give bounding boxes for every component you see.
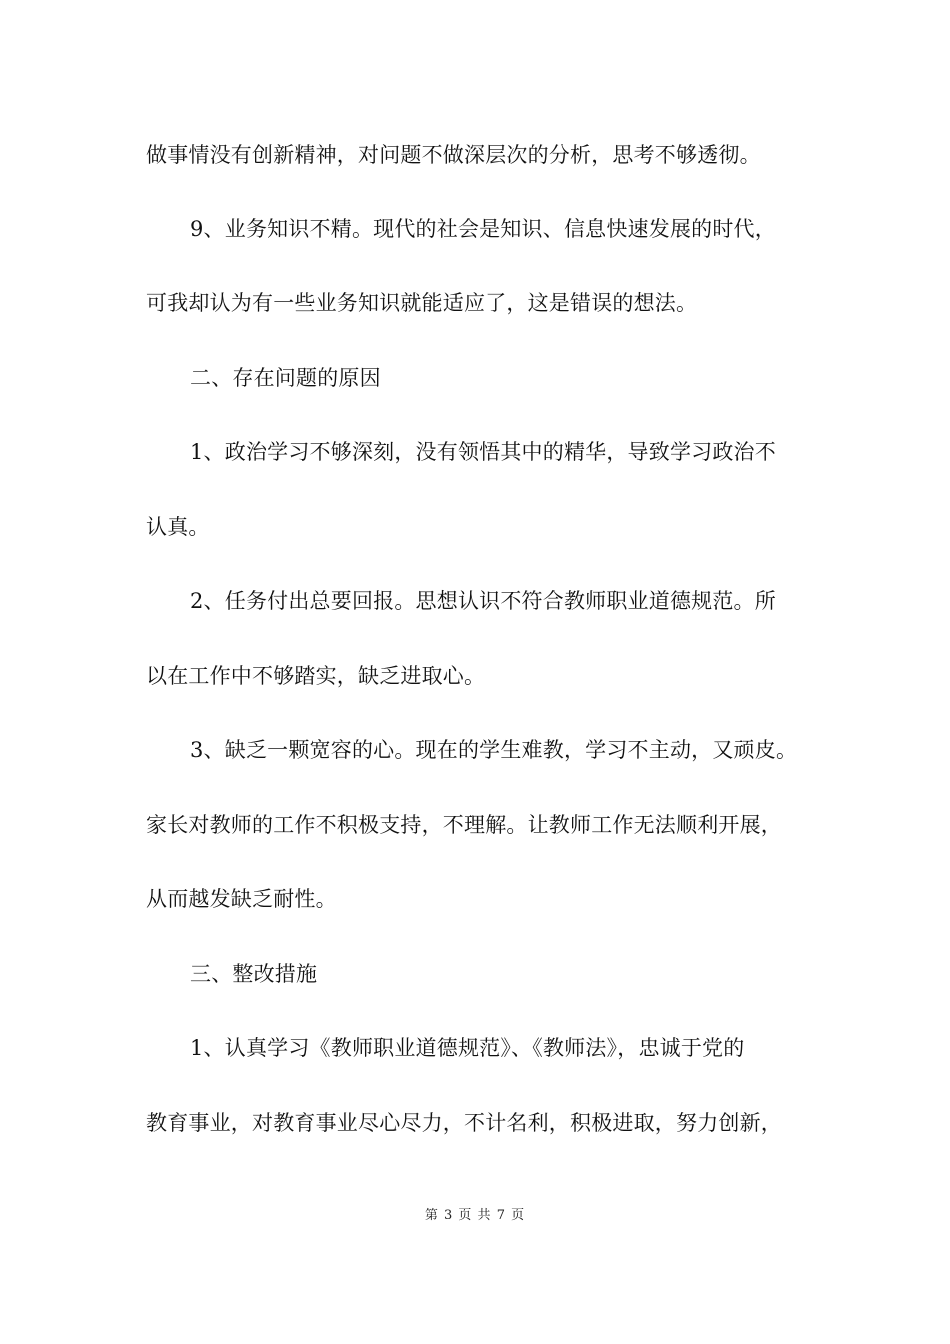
cause-1-line-1: 1、政治学习不够深刻，没有领悟其中的精华，导致学习政治不 [190, 440, 776, 464]
cause-1-line-2: 认真。 [146, 515, 210, 539]
measure-1-line-2: 教育事业，对教育事业尽心尽力，不计名利，积极进取，努力创新， [146, 1111, 782, 1135]
cause-2-line-2: 以在工作中不够踏实，缺乏进取心。 [146, 664, 486, 688]
cause-3-line-1: 3、缺乏一颗宽容的心。现在的学生难教，学习不主动，又顽皮。 [190, 738, 798, 762]
cause-2-line-1: 2、任务付出总要回报。思想认识不符合教师职业道德规范。所 [190, 589, 776, 613]
body-text-line: 做事情没有创新精神，对问题不做深层次的分析，思考不够透彻。 [146, 143, 761, 167]
paragraph-9-line-2: 可我却认为有一些业务知识就能适应了，这是错误的想法。 [146, 291, 698, 315]
measure-1-line-1: 1、认真学习《教师职业道德规范》、《教师法》，忠诚于党的 [190, 1036, 745, 1060]
page-number-footer: 第 3 页 共 7 页 [424, 1208, 526, 1223]
paragraph-9-line-1: 9、业务知识不精。现代的社会是知识、信息快速发展的时代， [190, 217, 776, 241]
section-heading-measures: 三、整改措施 [190, 962, 318, 986]
cause-3-line-2: 家长对教师的工作不积极支持，不理解。让教师工作无法顺利开展， [146, 813, 782, 837]
cause-3-line-3: 从而越发缺乏耐性。 [146, 887, 337, 911]
section-heading-causes: 二、存在问题的原因 [190, 366, 381, 390]
